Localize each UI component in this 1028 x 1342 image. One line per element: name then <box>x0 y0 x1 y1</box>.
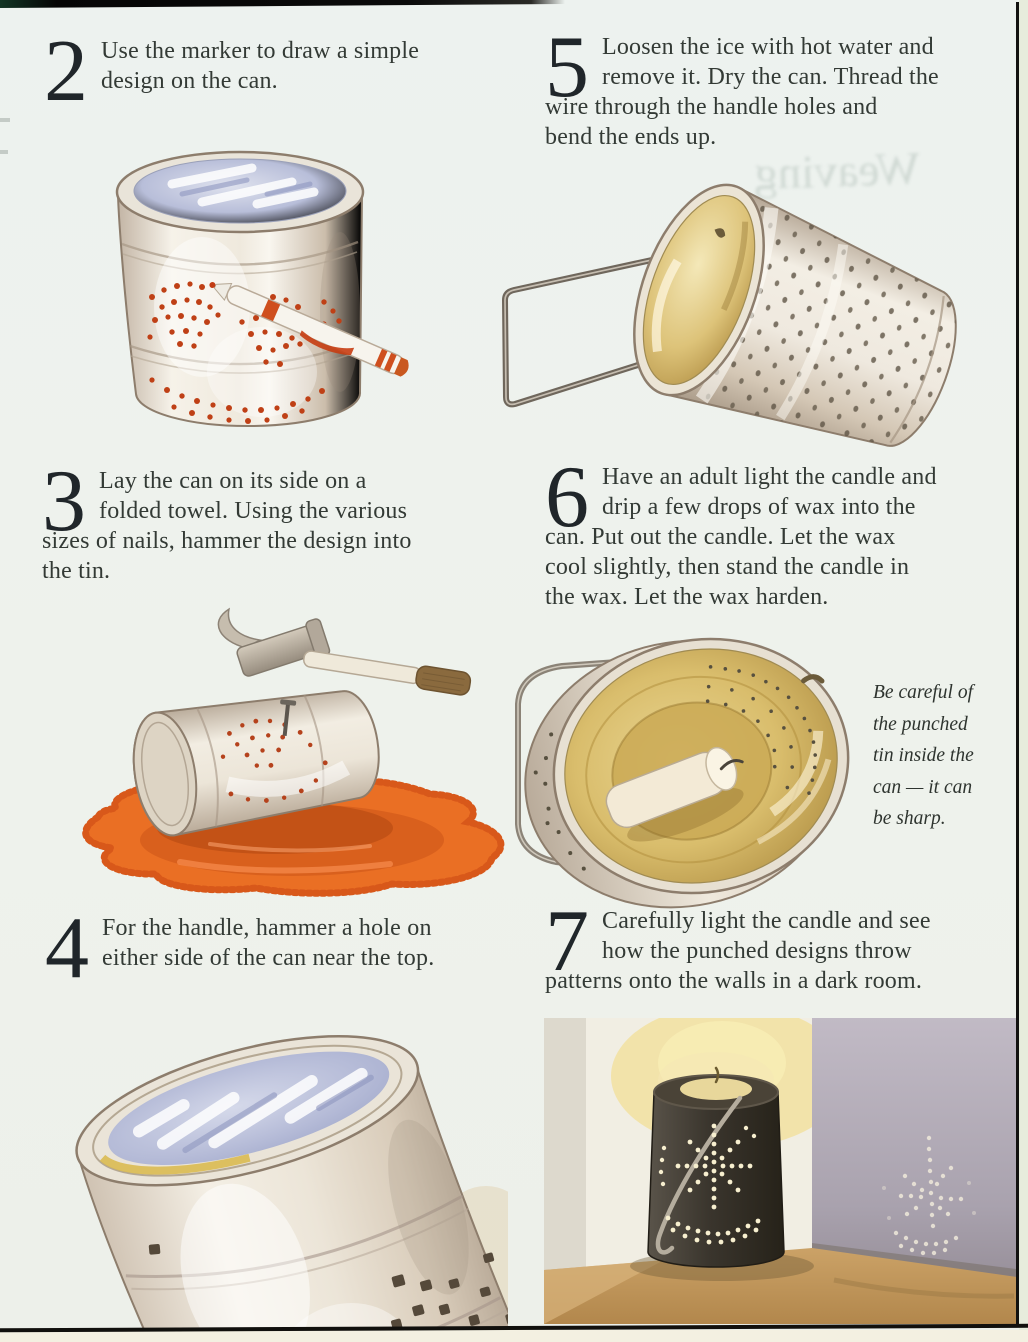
step-text-line: patterns onto the walls in a dark room. <box>545 968 923 994</box>
step-text-line: design on the can. <box>101 68 278 94</box>
step-text-line: For the handle, hammer a hole on <box>102 915 432 941</box>
caution-line: tin inside the <box>873 745 974 766</box>
step-4-block <box>45 900 485 997</box>
step-text-line: Lay the can on its side on a <box>99 468 367 494</box>
step-number: 7 <box>545 893 590 990</box>
step-5-block <box>545 19 1005 152</box>
step-number: 4 <box>45 900 90 997</box>
step-number: 6 <box>545 449 590 546</box>
step-number: 3 <box>42 453 87 550</box>
page-edge-strip-right <box>1019 0 1028 1342</box>
right-wall <box>812 1018 1024 1286</box>
step-7-block <box>545 893 1015 996</box>
step-text-line: can. Put out the candle. Let the wax <box>545 524 896 550</box>
step-text-line: Use the marker to draw a simple <box>101 38 420 64</box>
large-tilted-can <box>62 1016 508 1342</box>
scan-artifact-mark <box>0 118 10 122</box>
page-edge-strip-bottom <box>0 1330 1028 1342</box>
caution-line: the punched <box>873 713 968 735</box>
step-text-line: Carefully light the candle and see <box>602 908 931 934</box>
step-text-line: sizes of nails, hammer the design into <box>42 528 412 554</box>
page-edge-line-right <box>1016 2 1019 1326</box>
step-text-line: the wax. Let the wax harden. <box>545 584 829 610</box>
step-2-block <box>44 23 474 120</box>
tilted-punched-can <box>609 167 983 460</box>
step-text-line: drip a few drops of wax into the <box>602 494 916 520</box>
lit-lantern-scene-illustration <box>544 1018 1024 1324</box>
step-text-line: the tin. <box>42 558 111 584</box>
caution-line: Be careful of <box>873 682 973 703</box>
caution-line: be sharp. <box>873 808 946 829</box>
can-with-marker-illustration <box>52 132 462 462</box>
punched-can-with-wire-handle-illustration <box>484 158 1018 460</box>
can-interior-with-candle-illustration <box>496 626 860 914</box>
step-3-block <box>42 453 492 586</box>
step-text-line: Have an adult light the candle and <box>602 464 937 490</box>
step-text-line: remove it. Dry the can. Thread the <box>602 64 939 90</box>
step-text-line: wire through the handle holes and <box>545 94 878 120</box>
step-text-line: either side of the can near the top. <box>102 945 435 971</box>
step-text-line: folded towel. Using the various <box>99 498 408 524</box>
step-number: 5 <box>545 19 590 116</box>
scan-artifact-top-bar <box>0 0 565 8</box>
step-text-line: how the punched designs throw <box>602 938 912 964</box>
caution-line: can — it can <box>873 776 973 798</box>
step-text-line: cool slightly, then stand the candle in <box>545 554 910 580</box>
hammer <box>214 592 471 696</box>
step-6-block <box>545 449 1010 612</box>
bleed-through-text: Weaving <box>753 142 921 201</box>
step-text-line: Loosen the ice with hot water and <box>602 34 934 60</box>
tilted-can-closeup-illustration <box>16 1016 508 1342</box>
hammer-nail-can-on-towel-illustration <box>60 592 512 900</box>
caution-note <box>873 677 1003 835</box>
step-number: 2 <box>44 23 89 120</box>
scan-artifact-mark <box>0 150 8 154</box>
lantern-can <box>648 1052 784 1267</box>
step-text-line: bend the ends up. <box>545 124 717 150</box>
